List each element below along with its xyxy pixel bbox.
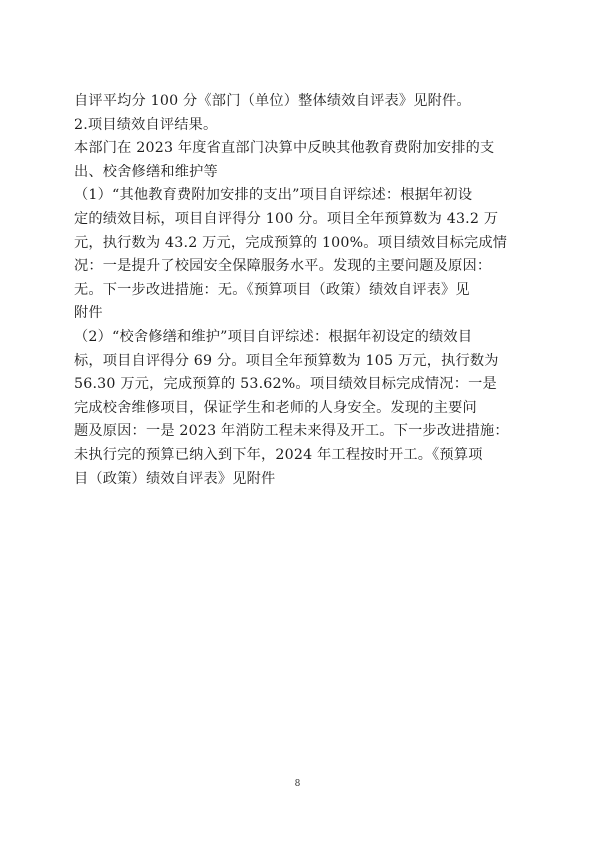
text-line: 标，项目自评得分 69 分。项目全年预算数为 105 万元，执行数为 bbox=[74, 352, 499, 369]
text-line: （1）“其他教育费附加安排的支出”项目自评综述：根据年初设 bbox=[74, 187, 473, 204]
text-line: 出、校舍修缮和维护等 bbox=[74, 163, 218, 180]
text-line: 定的绩效目标，项目自评得分 100 分。项目全年预算数为 43.2 万 bbox=[74, 210, 499, 227]
text-line: （2）“校舍修缮和维护”项目自评综述：根据年初设定的绩效目 bbox=[74, 328, 473, 345]
text-line: 本部门在 2023 年度省直部门决算中反映其他教育费附加安排的支 bbox=[74, 140, 495, 157]
text-line: 况：一是提升了校园安全保障服务水平。发现的主要问题及原因： bbox=[74, 258, 492, 275]
text-line: 自评平均分 100 分《部门（单位）整体绩效自评表》见附件。 bbox=[74, 93, 471, 109]
text-line: 无。下一步改进措施：无。《预算项目（政策）绩效自评表》见 bbox=[74, 281, 470, 298]
text-line: 未执行完的预算已纳入到下年，2024 年工程按时开工。《预算项 bbox=[74, 446, 483, 463]
text-line: 完成校舍维修项目，保证学生和老师的人身安全。发现的主要问 bbox=[74, 399, 477, 416]
body-text bbox=[74, 90, 534, 491]
page-number: 8 bbox=[294, 779, 301, 789]
text-line: 元，执行数为 43.2 万元，完成预算的 100%。项目绩效目标完成情 bbox=[74, 234, 508, 251]
text-line: 2.项目绩效自评结果。 bbox=[74, 116, 218, 133]
text-line: 目（政策）绩效自评表》见附件 bbox=[74, 470, 276, 487]
text-line: 题及原因：一是 2023 年消防工程未来得及开工。下一步改进措施： bbox=[74, 423, 509, 440]
text-line: 附件 bbox=[74, 305, 103, 322]
text-line: 56.30 万元，完成预算的 53.62%。项目绩效目标完成情况：一是 bbox=[74, 376, 497, 393]
